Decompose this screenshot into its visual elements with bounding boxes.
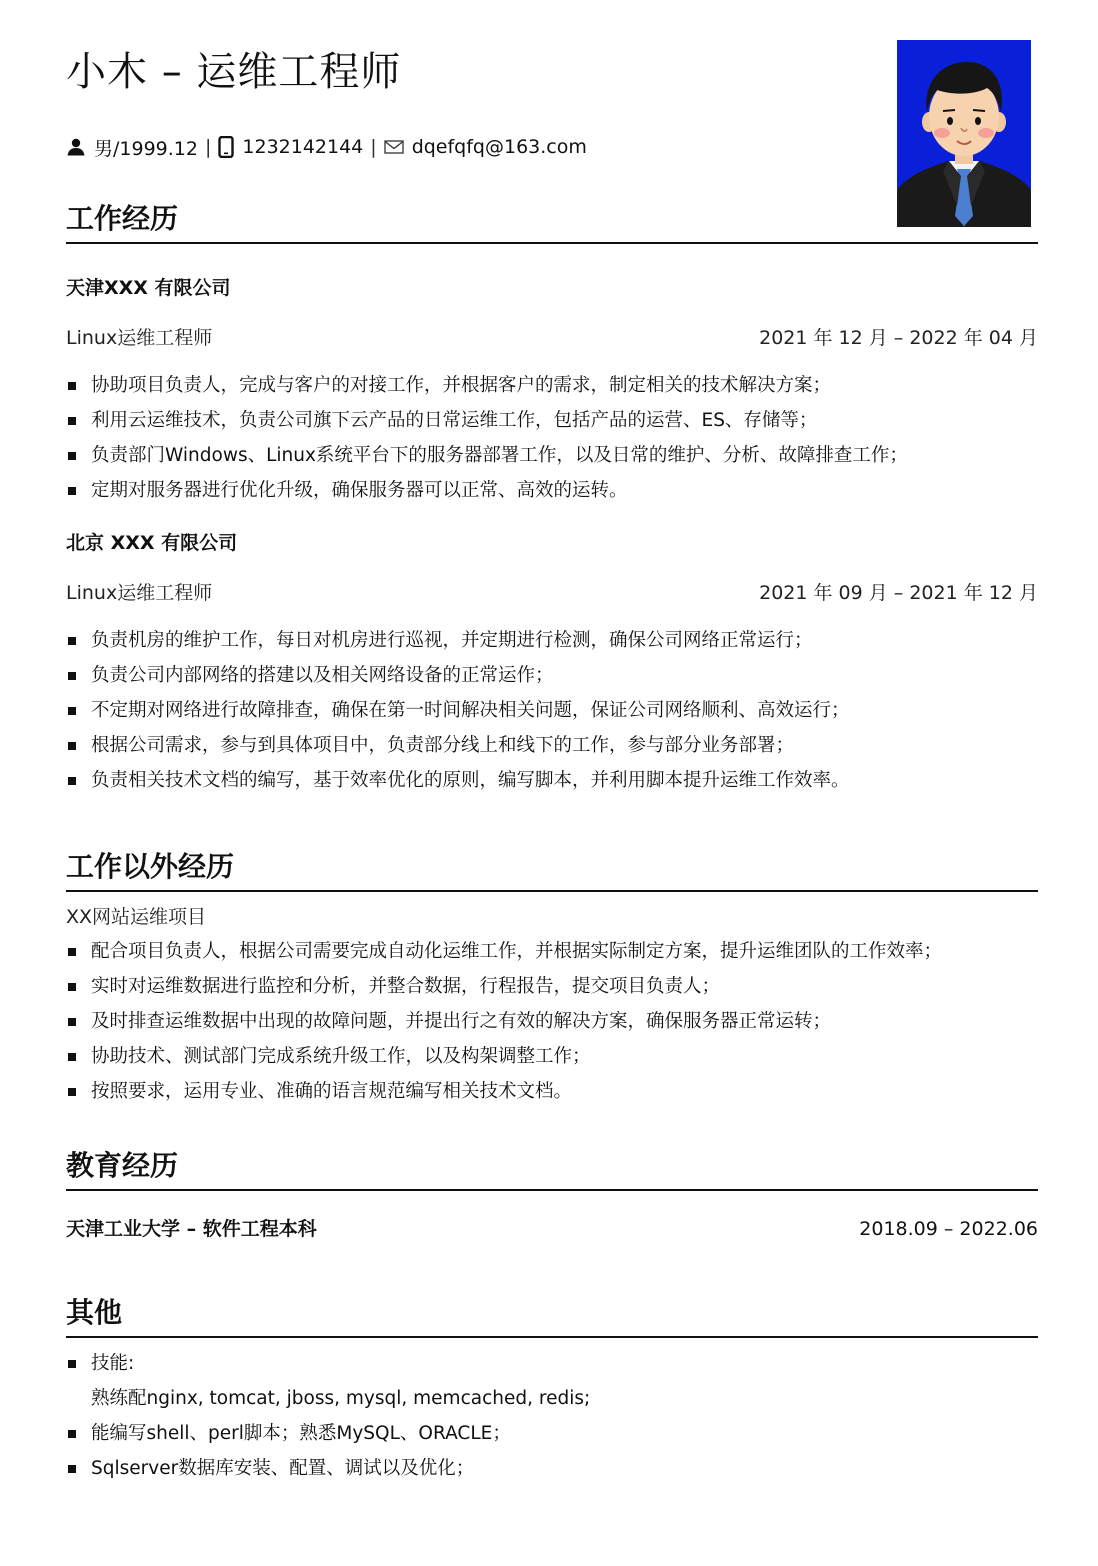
list-item-text: 负责机房的维护工作，每日对机房进行巡视，并定期进行检测，确保公司网络正常运行； xyxy=(91,630,813,651)
list-item xyxy=(66,728,1038,763)
list-item-text: 按照要求，运用专业、准确的语言规范编写相关技术文档。 xyxy=(91,1081,573,1102)
list-item xyxy=(66,623,1038,658)
bullet-icon xyxy=(68,1018,76,1026)
work-experience-section xyxy=(66,196,1038,244)
education-period: 2018.09 – 2022.06 xyxy=(859,1218,1038,1240)
project-name: XX网站运维项目 xyxy=(66,906,207,928)
other-section xyxy=(66,1290,1038,1338)
section-title: 其他 xyxy=(66,1290,1038,1338)
bullet-icon xyxy=(68,777,76,785)
job-role: Linux运维工程师 xyxy=(66,327,213,349)
list-item xyxy=(66,693,1038,728)
job-duties-list xyxy=(66,623,1038,798)
skills-detail: 熟练配nginx, tomcat, jboss, mysql, memcached, redis; xyxy=(91,1388,591,1409)
list-item xyxy=(66,368,1038,403)
skills-list xyxy=(66,1346,1038,1486)
list-item-text: Sqlserver数据库安装、配置、调试以及优化； xyxy=(91,1458,475,1479)
list-item-text: 负责公司内部网络的搭建以及相关网络设备的正常运作； xyxy=(91,665,554,686)
bullet-icon xyxy=(68,1088,76,1096)
separator: | xyxy=(204,136,212,158)
email-address: dqefqfq@163.com xyxy=(411,136,587,158)
list-item xyxy=(66,438,1038,473)
list-item-text: 根据公司需求，参与到具体项目中，负责部分线上和线下的工作，参与部分业务部署； xyxy=(91,735,795,756)
bullet-icon xyxy=(68,948,76,956)
list-item-text: 协助项目负责人，完成与客户的对接工作，并根据客户的需求，制定相关的技术解决方案； xyxy=(91,375,832,396)
list-item xyxy=(66,1074,1038,1109)
job-date: 2021 年 09 月 – 2021 年 12 月 xyxy=(759,582,1038,604)
list-item-text: 利用云运维技术，负责公司旗下云产品的日常运维工作，包括产品的运营、ES、存储等； xyxy=(91,410,818,431)
list-item-text: 能编写shell、perl脚本；熟悉MySQL、ORACLE； xyxy=(91,1423,511,1444)
list-item-text: 不定期对网络进行故障排查，确保在第一时间解决相关问题，保证公司网络顺利、高效运行； xyxy=(91,700,850,721)
bullet-icon xyxy=(68,1465,76,1473)
education-section xyxy=(66,1143,1038,1191)
company-name: 天津XXX 有限公司 xyxy=(66,277,231,299)
job-role-row xyxy=(66,579,1038,607)
school-major: 天津工业大学 – 软件工程本科 xyxy=(66,1218,317,1240)
bullet-icon xyxy=(68,452,76,460)
job-role: Linux运维工程师 xyxy=(66,582,213,604)
bullet-icon xyxy=(68,707,76,715)
bullet-icon xyxy=(68,1360,76,1368)
list-item xyxy=(66,473,1038,508)
bullet-icon xyxy=(68,382,76,390)
list-item-text: 定期对服务器进行优化升级，确保服务器可以正常、高效的运转。 xyxy=(91,480,628,501)
list-item xyxy=(66,934,1038,969)
list-item-text: 协助技术、测试部门完成系统升级工作，以及构架调整工作； xyxy=(91,1046,591,1067)
list-item-text: 负责部门Windows、Linux系统平台下的服务器部署工作，以及日常的维护、分析、故障排查工作； xyxy=(91,445,908,466)
list-item xyxy=(66,658,1038,693)
education-row xyxy=(66,1214,1038,1244)
section-title: 工作以外经历 xyxy=(66,844,1038,892)
contact-line xyxy=(66,132,587,162)
list-item xyxy=(66,403,1038,438)
list-item-text: 实时对运维数据进行监控和分析，并整合数据，行程报告，提交项目负责人； xyxy=(91,976,721,997)
section-title: 教育经历 xyxy=(66,1143,1038,1191)
list-item xyxy=(66,1004,1038,1039)
phone-icon xyxy=(218,136,234,158)
job-date: 2021 年 12 月 – 2022 年 04 月 xyxy=(759,327,1038,349)
bullet-icon xyxy=(68,1053,76,1061)
bullet-icon xyxy=(68,672,76,680)
job-duties-list xyxy=(66,368,1038,508)
bullet-icon xyxy=(68,742,76,750)
bullet-icon xyxy=(68,983,76,991)
separator: | xyxy=(370,136,377,158)
list-item xyxy=(66,1416,1038,1451)
list-item-text: 及时排查运维数据中出现的故障问题，并提出行之有效的解决方案，确保服务器正常运转； xyxy=(91,1011,832,1032)
phone-number: 1232142144 xyxy=(242,136,364,158)
bullet-icon xyxy=(68,637,76,645)
extra-experience-section xyxy=(66,844,1038,892)
resume-name-title: 小木 – 运维工程师 xyxy=(66,49,402,95)
mail-icon xyxy=(384,139,404,155)
section-title: 工作经历 xyxy=(66,196,1038,244)
list-item xyxy=(66,1346,1038,1381)
list-item-continuation xyxy=(66,1381,1038,1416)
company-name: 北京 XXX 有限公司 xyxy=(66,532,238,554)
resume-page xyxy=(66,0,1038,1566)
skills-label: 技能: xyxy=(91,1353,135,1374)
list-item-text: 负责相关技术文档的编写，基于效率优化的原则，编写脚本，并利用脚本提升运维工作效率。 xyxy=(91,770,850,791)
list-item xyxy=(66,763,1038,798)
bullet-icon xyxy=(68,487,76,495)
bullet-icon xyxy=(68,417,76,425)
gender-birth: 男/1999.12 xyxy=(94,137,198,160)
bullet-icon xyxy=(68,1430,76,1438)
list-item-text: 配合项目负责人，根据公司需要完成自动化运维工作，并根据实际制定方案，提升运维团队的工作效率； xyxy=(91,941,943,962)
project-duties-list xyxy=(66,934,1038,1109)
person-icon xyxy=(66,137,86,157)
list-item xyxy=(66,1039,1038,1074)
list-item xyxy=(66,969,1038,1004)
list-item xyxy=(66,1451,1038,1486)
job-role-row xyxy=(66,324,1038,352)
